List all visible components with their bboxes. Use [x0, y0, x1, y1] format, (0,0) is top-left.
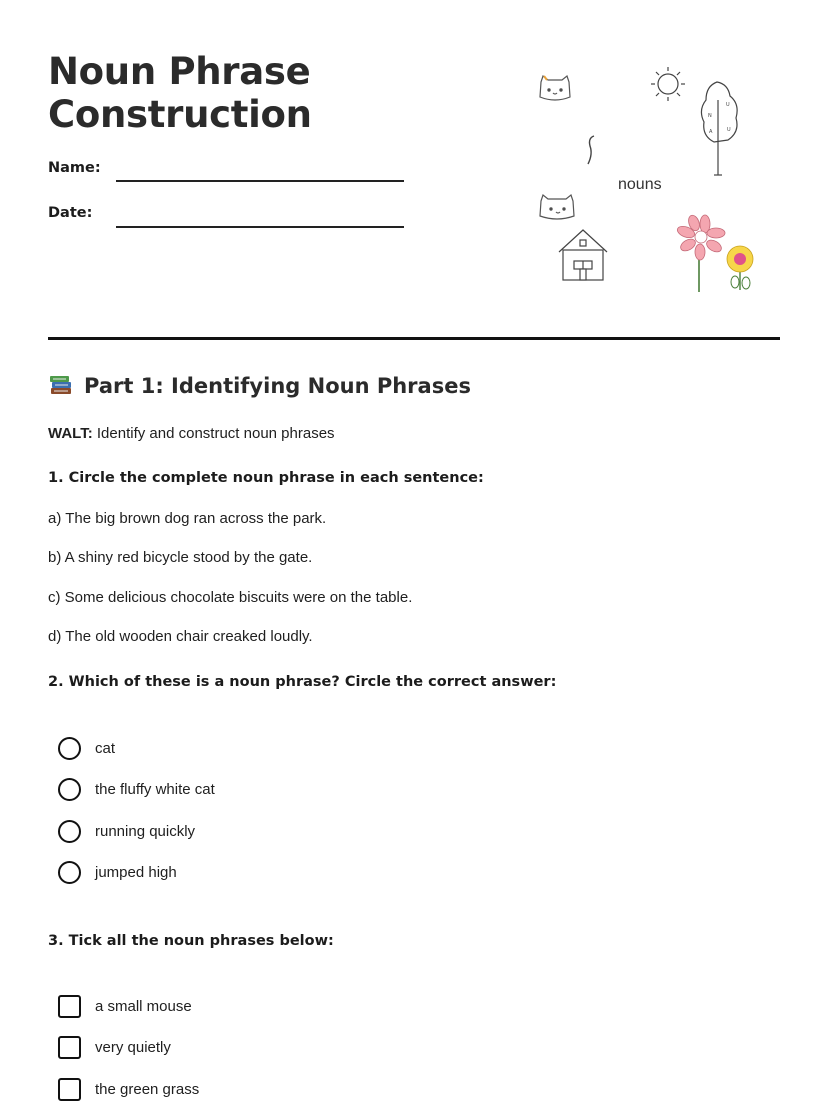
radio-button[interactable]: [58, 861, 81, 884]
sentence-d[interactable]: d) The old wooden chair creaked loudly.: [48, 628, 313, 645]
house-icon: [559, 230, 607, 280]
checkbox-option[interactable]: [58, 1078, 199, 1101]
walt-text: Identify and construct noun phrases: [92, 425, 335, 442]
sunflower-icon: [727, 246, 753, 290]
option-label: very quietly: [95, 1039, 171, 1056]
part1-heading-text: Part 1: Identifying Noun Phrases: [84, 374, 471, 398]
option-label: jumped high: [95, 864, 177, 881]
page-title: Noun Phrase Construction: [48, 50, 312, 136]
sun-icon: [651, 67, 685, 101]
walt-label: WALT:: [48, 425, 93, 442]
radio-button[interactable]: [58, 820, 81, 843]
part1-heading: [48, 373, 471, 399]
svg-text:A: A: [709, 129, 713, 135]
sentence-a[interactable]: a) The big brown dog ran across the park.: [48, 510, 327, 527]
cat-icon: [540, 195, 574, 219]
sentence-b[interactable]: b) A shiny red bicycle stood by the gate.: [48, 549, 313, 566]
svg-text:N: N: [708, 113, 712, 119]
option-label: the fluffy white cat: [95, 781, 215, 798]
name-field-line[interactable]: [116, 180, 404, 182]
option-label: the green grass: [95, 1081, 200, 1098]
radio-button[interactable]: [58, 778, 81, 801]
radio-option[interactable]: [58, 737, 115, 760]
radio-option[interactable]: [58, 820, 195, 843]
name-label: Name:: [48, 160, 101, 176]
checkbox-option[interactable]: [58, 995, 192, 1018]
checkbox[interactable]: [58, 1036, 81, 1059]
walt-line: [48, 425, 335, 442]
option-label: a small mouse: [95, 998, 192, 1015]
question-2-prompt: 2. Which of these is a noun phrase? Circle the correct answer:: [48, 674, 557, 690]
nouns-illustration: [530, 60, 770, 300]
date-label: Date:: [48, 205, 93, 221]
option-label: cat: [95, 740, 116, 757]
tree-icon: [701, 82, 737, 175]
date-field-line[interactable]: [116, 226, 404, 228]
divider: [48, 337, 780, 340]
books-icon: [48, 373, 74, 399]
pink-flower-icon: [676, 214, 725, 292]
radio-option[interactable]: [58, 861, 177, 884]
svg-text:U: U: [726, 102, 730, 108]
sentence-c[interactable]: c) Some delicious chocolate biscuits were on the table.: [48, 589, 413, 606]
radio-button[interactable]: [58, 737, 81, 760]
checkbox-option[interactable]: [58, 1036, 171, 1059]
radio-option[interactable]: [58, 778, 215, 801]
cat-icon: [540, 76, 570, 100]
option-label: running quickly: [95, 823, 196, 840]
checkbox[interactable]: [58, 1078, 81, 1101]
svg-text:U: U: [727, 127, 731, 133]
question-1-prompt: 1. Circle the complete noun phrase in each sentence:: [48, 470, 484, 486]
worm-icon: [588, 136, 594, 164]
question-3-prompt: 3. Tick all the noun phrases below:: [48, 933, 334, 949]
checkbox[interactable]: [58, 995, 81, 1018]
nouns-label: nouns: [618, 176, 662, 193]
